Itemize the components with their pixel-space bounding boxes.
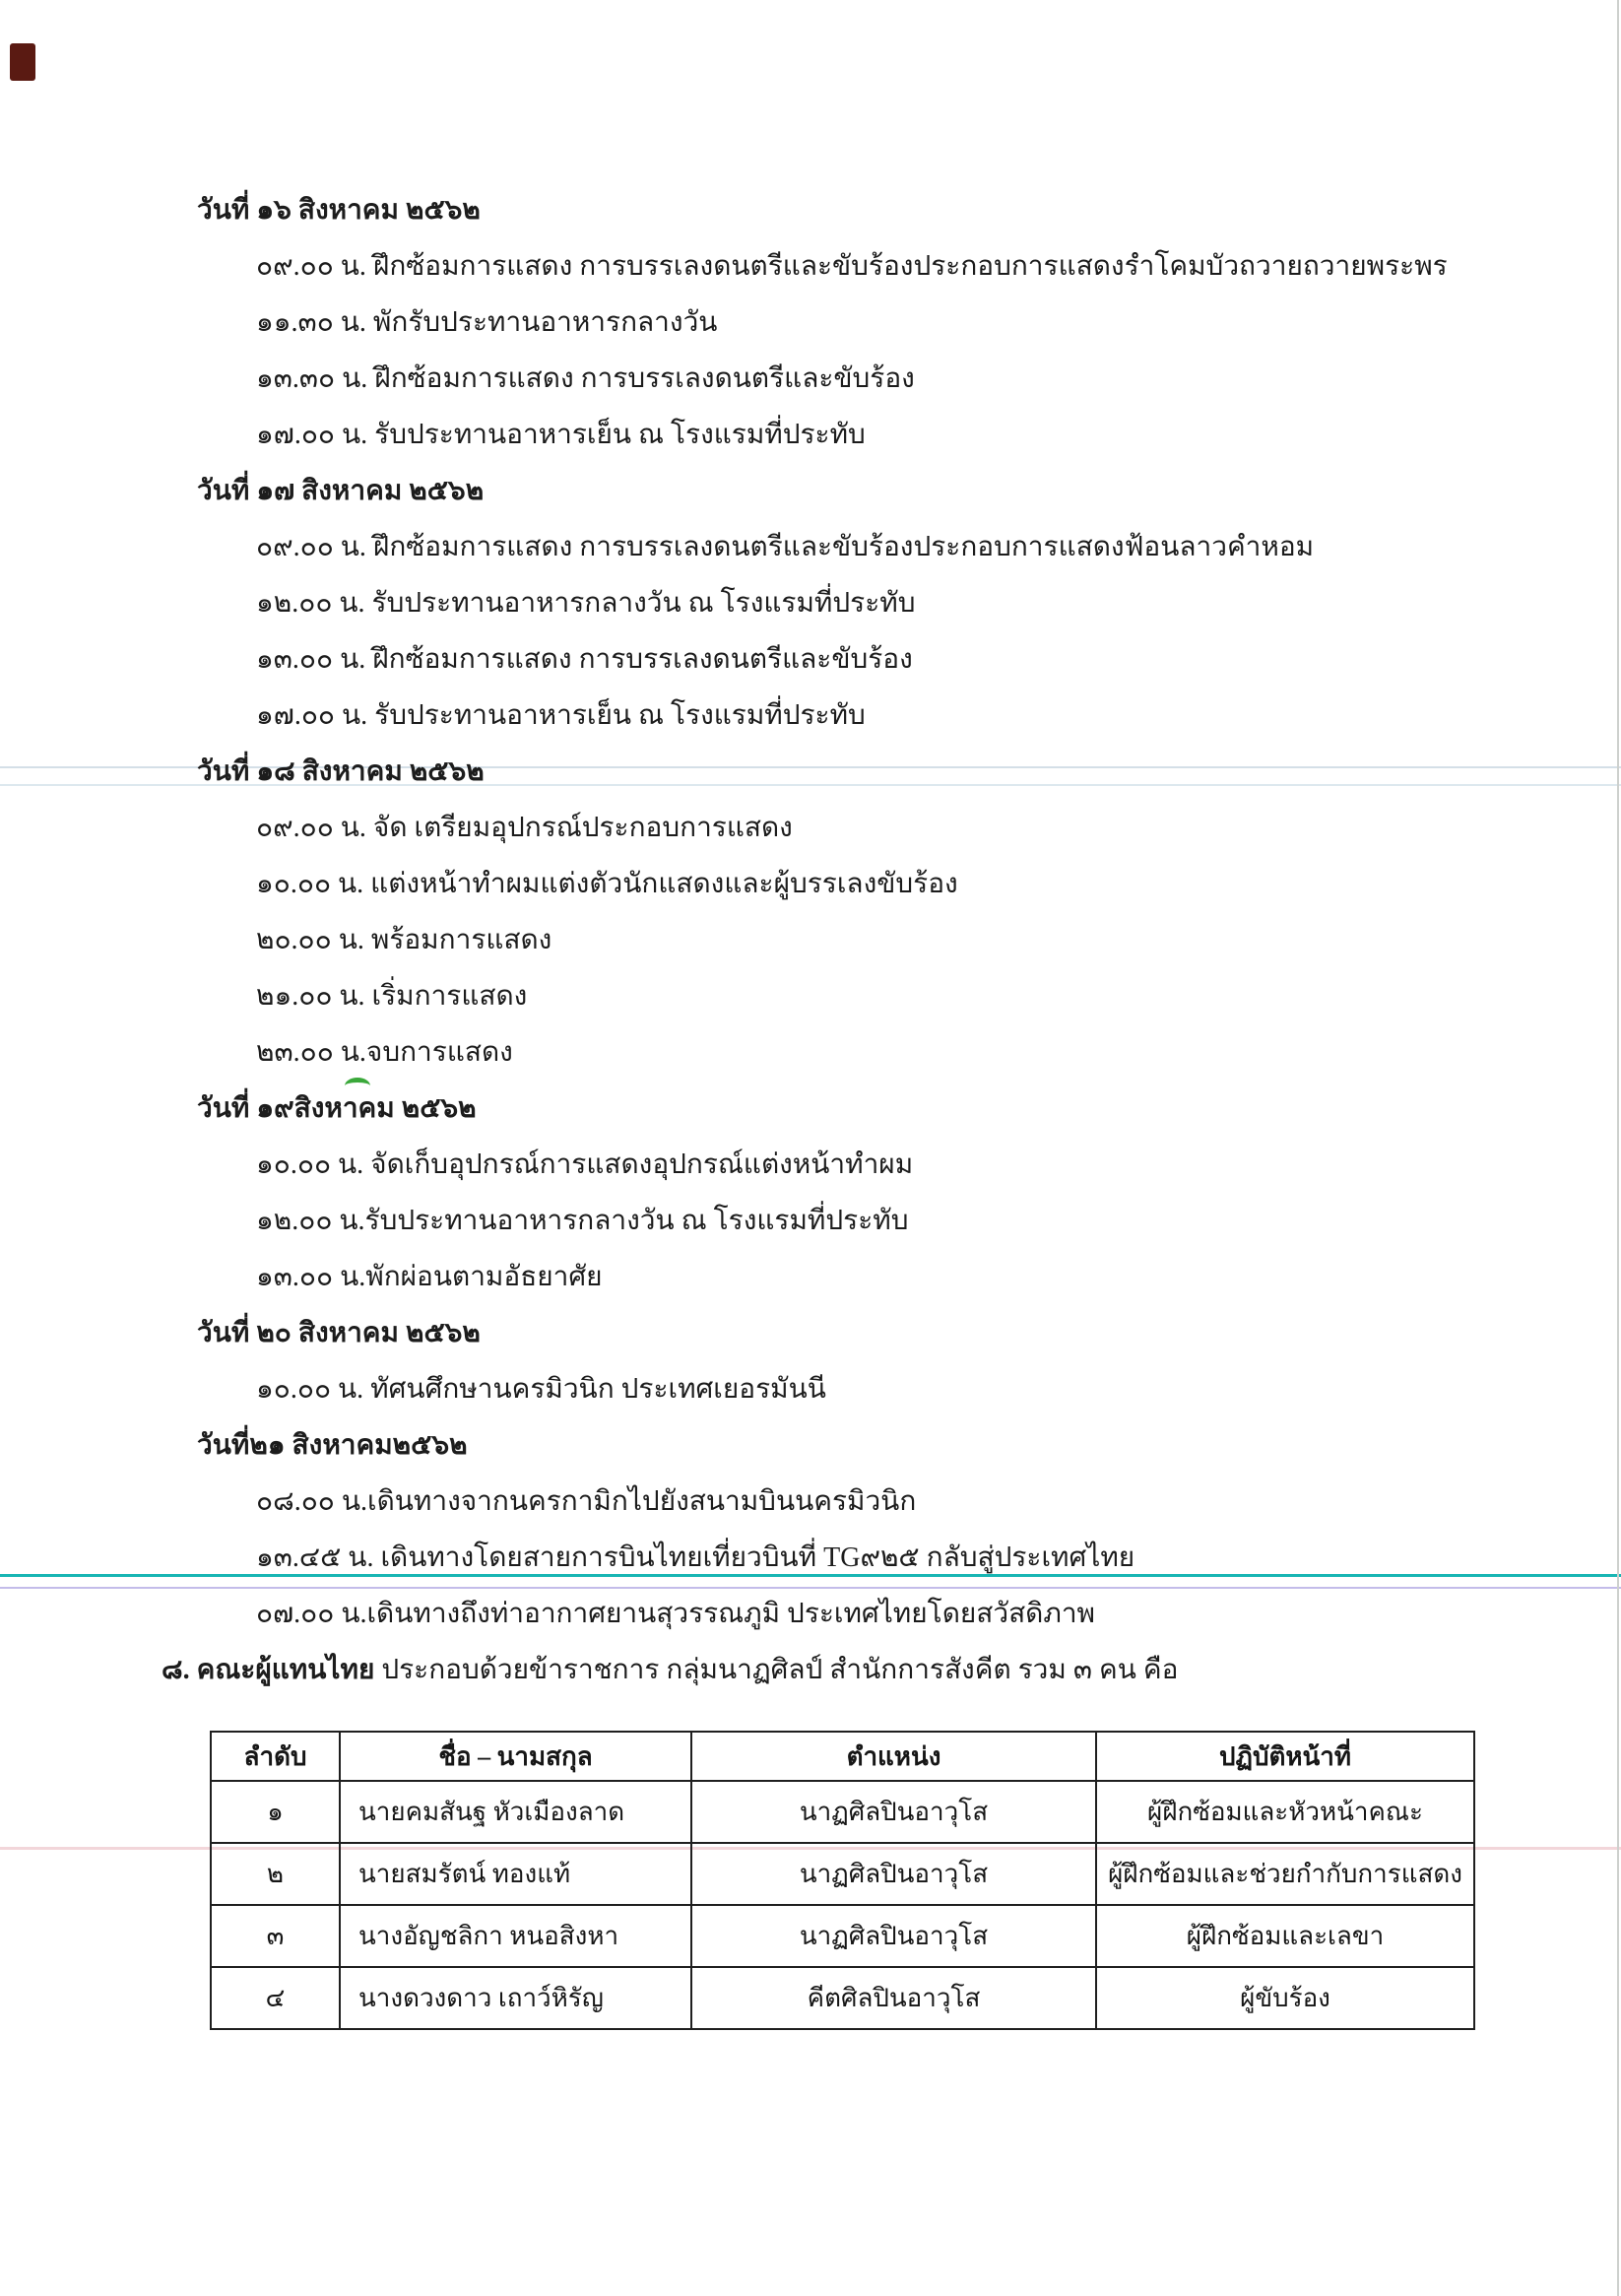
cell-duty: ผู้ฝึกซ้อมและช่วยกำกับการแสดง	[1096, 1843, 1474, 1905]
schedule-item: ๑๐.๐๐ น. จัดเก็บอุปกรณ์การแสดงอุปกรณ์แต่งหน้าทำผม	[256, 1149, 914, 1180]
cell-order: ๔	[211, 1967, 340, 2029]
delegation-table	[210, 1731, 1475, 2030]
date-heading-aug18: วันที่ ๑๘ สิงหาคม ๒๕๖๒	[197, 756, 485, 787]
schedule-item: ๐๙.๐๐ น. จัด เตรียมอุปกรณ์ประกอบการแสดง	[256, 813, 793, 843]
cell-name: นางอัญชลิกา หนอสิงหา	[340, 1905, 691, 1967]
schedule-item: ๑๗.๐๐ น. รับประทานอาหารเย็น ณ โรงแรมที่ประทับ	[256, 420, 866, 450]
cell-name: นางดวงดาว เถาว์หิรัญ	[340, 1967, 691, 2029]
schedule-item: ๐๙.๐๐ น. ฝึกซ้อมการแสดง การบรรเลงดนตรีและขับร้องประกอบการแสดงรำโคมบัวถวายถวายพระพร	[256, 251, 1448, 282]
schedule-item: ๐๗.๐๐ น.เดินทางถึงท่าอากาศยานสุวรรณภูมิ ประเทศไทยโดยสวัสดิภาพ	[256, 1599, 1096, 1629]
date-heading-aug20: วันที่ ๒๐ สิงหาคม ๒๕๖๒	[197, 1318, 481, 1348]
table-row	[211, 1843, 1474, 1905]
col-header-duty: ปฏิบัติหน้าที่	[1096, 1732, 1474, 1781]
table-header-row	[211, 1732, 1474, 1781]
schedule-item: ๑๒.๐๐ น.รับประทานอาหารกลางวัน ณ โรงแรมที่ประทับ	[256, 1206, 909, 1236]
scan-corner-mark	[10, 43, 35, 81]
schedule-block	[0, 182, 1621, 1698]
schedule-item: ๑๓.๐๐ น. ฝึกซ้อมการแสดง การบรรเลงดนตรีและขับร้อง	[256, 644, 913, 675]
table-row	[211, 1967, 1474, 2029]
schedule-item: ๑๗.๐๐ น. รับประทานอาหารเย็น ณ โรงแรมที่ประทับ	[256, 700, 866, 731]
schedule-item: ๒๐.๐๐ น. พร้อมการแสดง	[256, 925, 552, 955]
schedule-item: ๑๓.๓๐ น. ฝึกซ้อมการแสดง การบรรเลงดนตรีและขับร้อง	[256, 363, 915, 394]
cell-name: นายคมสันฐ หัวเมืองลาด	[340, 1781, 691, 1843]
schedule-item: ๑๑.๓๐ น. พักรับประทานอาหารกลางวัน	[256, 307, 718, 338]
cell-position: นาฏศิลปินอาวุโส	[691, 1843, 1096, 1905]
delegation-heading	[0, 1642, 1621, 1698]
schedule-item: ๐๙.๐๐ น. ฝึกซ้อมการแสดง การบรรเลงดนตรีและขับร้องประกอบการแสดงฟ้อนลาวคำหอม	[256, 532, 1315, 562]
delegation-heading-bold: ๘. คณะผู้แทนไทย	[162, 1655, 375, 1685]
col-header-order: ลำดับ	[211, 1732, 340, 1781]
date-heading-aug16: วันที่ ๑๖ สิงหาคม ๒๕๖๒	[197, 195, 481, 226]
schedule-item: ๑๐.๐๐ น. แต่งหน้าทำผมแต่งตัวนักแสดงและผู้บรรเลงขับร้อง	[256, 869, 958, 899]
cell-order: ๒	[211, 1843, 340, 1905]
cell-duty: ผู้ฝึกซ้อมและเลขา	[1096, 1905, 1474, 1967]
table-row	[211, 1905, 1474, 1967]
col-header-position: ตำแหน่ง	[691, 1732, 1096, 1781]
col-header-name: ชื่อ – นามสกุล	[340, 1732, 691, 1781]
delegation-heading-rest: ประกอบด้วยข้าราชการ กลุ่มนาฏศิลป์ สำนักการสังคีต รวม ๓ คน คือ	[374, 1655, 1179, 1685]
table-row	[211, 1781, 1474, 1843]
schedule-item: ๑๓.๔๕ น. เดินทางโดยสายการบินไทยเที่ยวบินที่ TG๙๒๕ กลับสู่ประเทศไทย	[256, 1542, 1135, 1573]
schedule-item: ๑๐.๐๐ น. ทัศนศึกษานครมิวนิก ประเทศเยอรมันนี	[256, 1374, 826, 1405]
cell-duty: ผู้ขับร้อง	[1096, 1967, 1474, 2029]
date-heading-aug19: วันที่ ๑๙สิงหาคม ๒๕๖๒	[197, 1093, 477, 1124]
date-heading-aug17: วันที่ ๑๗ สิงหาคม ๒๕๖๒	[197, 476, 485, 506]
cell-position: นาฏศิลปินอาวุโส	[691, 1781, 1096, 1843]
schedule-item: ๑๒.๐๐ น. รับประทานอาหารกลางวัน ณ โรงแรมที่ประทับ	[256, 588, 916, 619]
cell-position: คีตศิลปินอาวุโส	[691, 1967, 1096, 2029]
date-heading-aug21: วันที่๒๑ สิงหาคม๒๕๖๒	[197, 1430, 468, 1461]
cell-duty: ผู้ฝึกซ้อมและหัวหน้าคณะ	[1096, 1781, 1474, 1843]
schedule-item: ๒๓.๐๐ น.จบการแสดง	[256, 1037, 513, 1068]
cell-name: นายสมรัตน์ ทองแท้	[340, 1843, 691, 1905]
cell-position: นาฏศิลปินอาวุโส	[691, 1905, 1096, 1967]
schedule-item: ๑๓.๐๐ น.พักผ่อนตามอัธยาศัย	[256, 1262, 603, 1292]
schedule-item: ๒๑.๐๐ น. เริ่มการแสดง	[256, 981, 528, 1012]
schedule-item: ๐๘.๐๐ น.เดินทางจากนครกามิกไปยังสนามบินนครมิวนิก	[256, 1486, 917, 1517]
cell-order: ๑	[211, 1781, 340, 1843]
cell-order: ๓	[211, 1905, 340, 1967]
